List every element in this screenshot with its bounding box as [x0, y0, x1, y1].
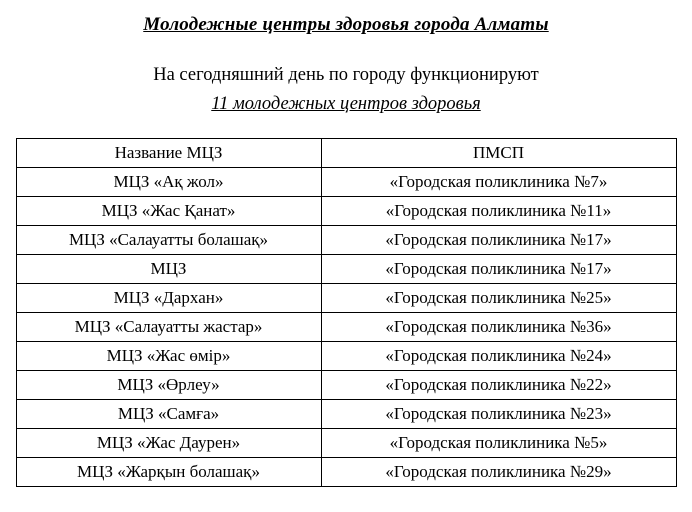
table-row [16, 312, 676, 341]
cell-pmsp: «Городская поликлиника №22» [321, 370, 676, 399]
table-row [16, 254, 676, 283]
cell-pmsp: «Городская поликлиника №23» [321, 399, 676, 428]
cell-center-name: МЦЗ «Самға» [16, 399, 321, 428]
intro-line-1: На сегодняшний день по городу функционируют [153, 65, 539, 85]
cell-pmsp: «Городская поликлиника №29» [321, 457, 676, 486]
cell-pmsp: «Городская поликлиника №17» [321, 254, 676, 283]
cell-pmsp: «Городская поликлиника №7» [321, 167, 676, 196]
cell-center-name: МЦЗ «Дархан» [16, 283, 321, 312]
cell-center-name: МЦЗ «Өрлеу» [16, 370, 321, 399]
cell-center-name: МЦЗ [16, 254, 321, 283]
table-row [16, 399, 676, 428]
table-row [16, 283, 676, 312]
cell-center-name: МЦЗ «Жас өмір» [16, 341, 321, 370]
intro-line-2: 11 молодежных центров здоровья [211, 93, 481, 114]
table-row [16, 196, 676, 225]
page-title: Молодежные центры здоровья города Алматы [143, 14, 549, 35]
intro-paragraph [0, 62, 692, 118]
cell-center-name: МЦЗ «Жас Даурен» [16, 428, 321, 457]
cell-center-name: МЦЗ «Салауатты жастар» [16, 312, 321, 341]
cell-center-name: МЦЗ «Жас Қанат» [16, 196, 321, 225]
cell-pmsp: «Городская поликлиника №25» [321, 283, 676, 312]
column-header-name: Название МЦЗ [16, 138, 321, 167]
cell-center-name: МЦЗ «Салауатты болашақ» [16, 225, 321, 254]
table-header-row [16, 138, 676, 167]
cell-center-name: МЦЗ «Ақ жол» [16, 167, 321, 196]
centers-table [16, 138, 677, 487]
cell-pmsp: «Городская поликлиника №36» [321, 312, 676, 341]
document-page [0, 14, 692, 512]
table-row [16, 167, 676, 196]
table-row [16, 341, 676, 370]
cell-pmsp: «Городская поликлиника №11» [321, 196, 676, 225]
cell-pmsp: «Городская поликлиника №5» [321, 428, 676, 457]
table-row [16, 370, 676, 399]
cell-pmsp: «Городская поликлиника №17» [321, 225, 676, 254]
cell-center-name: МЦЗ «Жарқын болашақ» [16, 457, 321, 486]
column-header-pmsp: ПМСП [321, 138, 676, 167]
table-row [16, 428, 676, 457]
table-row [16, 457, 676, 486]
table-row [16, 225, 676, 254]
cell-pmsp: «Городская поликлиника №24» [321, 341, 676, 370]
